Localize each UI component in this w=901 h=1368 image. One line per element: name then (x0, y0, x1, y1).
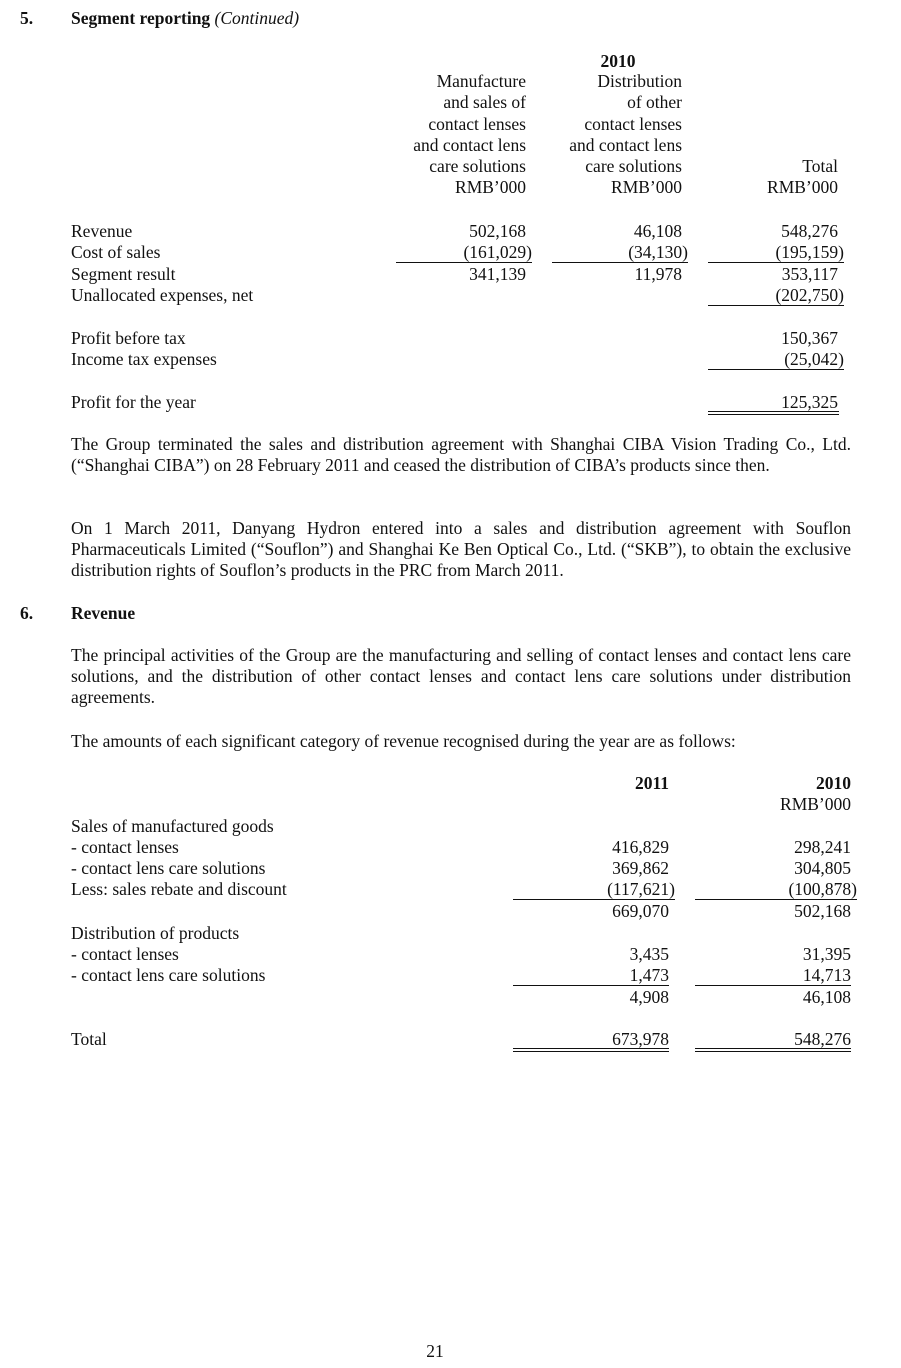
row-label: Segment result (71, 264, 176, 284)
header-line: and sales of (443, 92, 526, 113)
paragraph: On 1 March 2011, Danyang Hydron entered into a sales and distribution agreement with Souflon Pharmaceuticals Limited (“Souflon”) and Shanghai Ke Ben Optical Co., Ltd. (“SKB”), to obtain the exclusive distribution rights of Souflon’s products in the PRC from March 2011. (71, 518, 851, 580)
row-label: - contact lenses (71, 944, 179, 964)
section-number: 5. (20, 8, 34, 28)
cell-value: 14,713 (802, 965, 851, 985)
header-line: care solutions (585, 156, 682, 177)
total-value: 548,276 (794, 1029, 851, 1049)
column-header-total (767, 156, 838, 199)
cell-value: 369,862 (612, 858, 669, 878)
cell-value: 1,473 (629, 965, 669, 985)
cell-value: (202,750) (775, 285, 844, 305)
underline (708, 369, 844, 370)
cell-value: 46,108 (633, 221, 682, 241)
cell-value: (34,130) (628, 242, 688, 262)
row-label: Unallocated expenses, net (71, 285, 254, 305)
cell-value: 502,168 (469, 221, 526, 241)
column-header-2011: 2011 (634, 773, 669, 793)
cell-value: (25,042) (784, 349, 844, 369)
cell-value: 353,117 (781, 264, 838, 284)
paragraph: The amounts of each significant category of revenue recognised during the year are as follows: (71, 731, 736, 751)
subtotal-value: 669,070 (612, 901, 669, 921)
column-header-distribution (569, 71, 682, 199)
double-underline (708, 411, 839, 412)
cell-value: 31,395 (802, 944, 851, 964)
underline (695, 899, 857, 900)
cell-value: (117,621) (607, 879, 675, 899)
double-underline (513, 1048, 669, 1049)
cell-value: 3,435 (629, 944, 669, 964)
section-title-text: Segment reporting (71, 8, 211, 28)
cell-value: 11,978 (634, 264, 682, 284)
double-underline (708, 414, 839, 415)
header-line: of other (627, 92, 682, 113)
subtotal-value: 502,168 (794, 901, 851, 921)
header-line: Manufacture (436, 71, 526, 91)
header-line: contact lenses (428, 113, 526, 134)
cell-value: 125,325 (781, 392, 838, 412)
total-value: 673,978 (612, 1029, 669, 1049)
cell-value: (195,159) (775, 242, 844, 262)
subtotal-value: 4,908 (629, 987, 669, 1007)
row-label: - contact lens care solutions (71, 858, 266, 878)
row-label: Total (71, 1029, 107, 1049)
section-number: 6. (20, 603, 34, 623)
cell-value: 341,139 (469, 264, 526, 284)
row-label: Income tax expenses (71, 349, 217, 369)
row-label: Revenue (71, 221, 133, 241)
underline (513, 985, 669, 986)
column-header-2010: 2010 (816, 773, 851, 793)
cell-value: 150,367 (781, 328, 838, 348)
underline (695, 985, 851, 986)
cell-value: (161,029) (463, 242, 532, 262)
double-underline (695, 1051, 851, 1052)
year-header-2010: 2010 (600, 51, 636, 71)
cell-value: (100,878) (788, 879, 857, 899)
row-label: - contact lenses (71, 837, 179, 857)
page-number: 21 (426, 1341, 444, 1361)
underline (513, 899, 675, 900)
underline (708, 262, 844, 263)
header-line: RMB’000 (455, 177, 526, 198)
row-label: Sales of manufactured goods (71, 816, 274, 836)
column-unit: RMB’000 (780, 794, 851, 814)
header-line: RMB’000 (611, 177, 682, 198)
header-line: Total (802, 156, 838, 176)
row-label: Profit for the year (71, 392, 196, 412)
underline (396, 262, 532, 263)
subtotal-value: 46,108 (802, 987, 851, 1007)
cell-value: 298,241 (794, 837, 851, 857)
cell-value: 548,276 (781, 221, 838, 241)
header-line: and contact lens (569, 134, 682, 155)
row-label: Cost of sales (71, 242, 161, 262)
row-label: Profit before tax (71, 328, 186, 348)
header-line: and contact lens (413, 134, 526, 155)
double-underline (513, 1051, 669, 1052)
continued-label: (Continued) (214, 8, 300, 28)
paragraph: The Group terminated the sales and distribution agreement with Shanghai CIBA Vision Trading Co., Ltd. (“Shanghai CIBA”) on 28 February 2011 and ceased the distribution of CIBA’s products since then. (71, 434, 851, 475)
header-line: RMB’000 (767, 177, 838, 198)
row-label: Distribution of products (71, 923, 240, 943)
paragraph: The principal activities of the Group are the manufacturing and selling of contact lenses and contact lens care solutions, and the distribution of other contact lenses and contact lens care solutions under distribution agreements. (71, 645, 851, 707)
row-label: - contact lens care solutions (71, 965, 266, 985)
column-header-manufacture (413, 71, 526, 199)
header-line: contact lenses (584, 113, 682, 134)
header-line: Distribution (597, 71, 682, 91)
section-title (71, 8, 299, 29)
section-title: Revenue (71, 603, 136, 623)
underline (552, 262, 688, 263)
cell-value: 304,805 (794, 858, 851, 878)
row-label: Less: sales rebate and discount (71, 879, 287, 899)
header-line: care solutions (429, 156, 526, 177)
double-underline (695, 1048, 851, 1049)
underline (708, 305, 844, 306)
cell-value: 416,829 (612, 837, 669, 857)
